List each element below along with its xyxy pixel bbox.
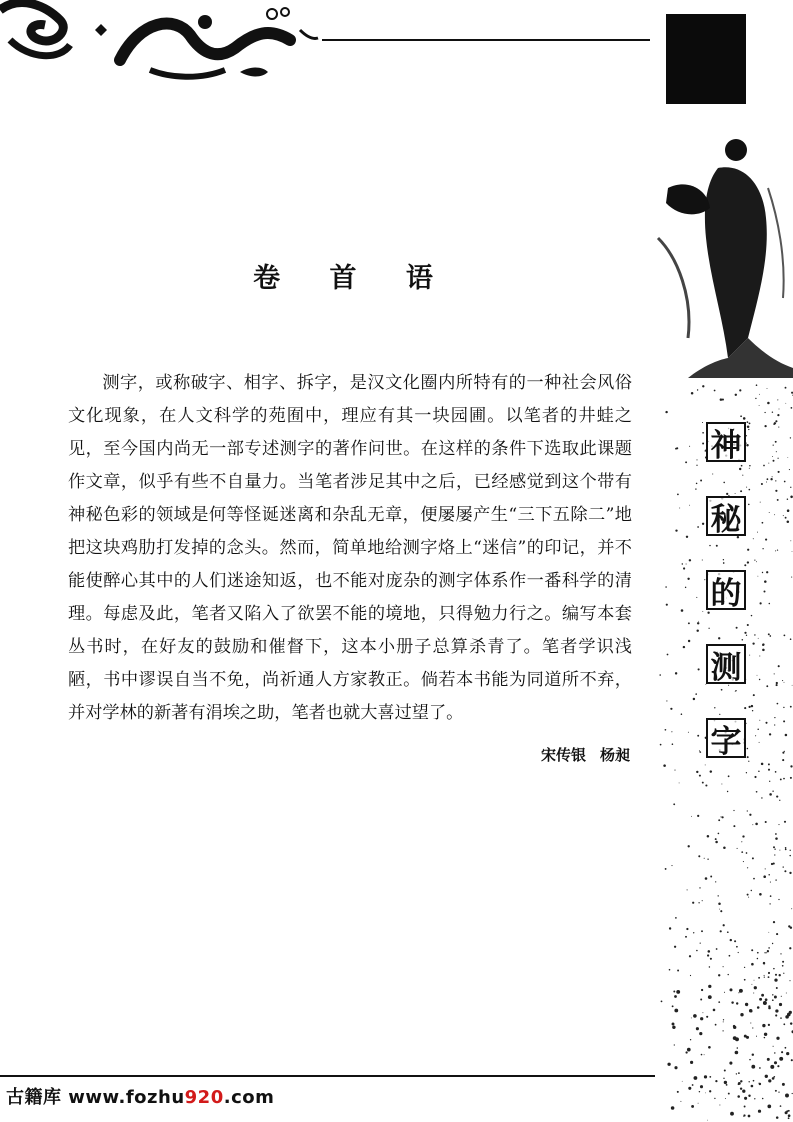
vertical-title-char: 神 (706, 422, 746, 462)
footer-site-number: 920 (184, 1087, 224, 1108)
scholar-figure-illustration (648, 128, 793, 378)
corner-block (666, 14, 746, 104)
vertical-title-char: 的 (706, 570, 746, 610)
footer-site-suffix: .com (223, 1087, 275, 1108)
footer-site-link[interactable] (6, 1083, 274, 1109)
author-name-2: 杨昶 (599, 746, 630, 764)
vertical-title-char: 秘 (706, 496, 746, 536)
page-title: 卷 首 语 (253, 263, 453, 294)
vertical-title-char: 字 (706, 718, 746, 758)
footer-site-prefix: 古籍库 www.fozhu (6, 1087, 185, 1108)
vertical-book-title (706, 422, 752, 792)
author-line (420, 744, 630, 765)
dragon-illustration (0, 0, 320, 86)
preface-paragraph: 测字，或称破字、相字、拆字，是汉文化圈内所特有的一种社会风俗文化现象，在人文科学的苑囿中，理应有其一块园圃。以笔者的井蛙之见，至今国内尚无一部专述测字的著作问世。在这样的条件下选取此课题作文章，似乎有些不自量力。当笔者涉足其中之后，已经感觉到这个带有神秘色彩的领域是何等怪诞迷离和杂乱无章，便屡屡产生“三下五除二”地把这块鸡肋打发掉的念头。然而，简单地给测字烙上“迷信”的印记，并不能使醉心其中的人们迷途知返，也不能对庞杂的测字体系作一番科学的清理。每虑及此，笔者又陷入了欲罢不能的境地，只得勉力行之。编写本套丛书时，在好友的鼓励和催督下，这本小册子总算杀青了。笔者学识浅陋，书中谬误自当不免，尚祈通人方家教正。倘若本书能为同道所不弃，并对学林的新著有涓埃之助，笔者也就大喜过望了。 (68, 373, 632, 723)
author-name-1: 宋传银 (540, 746, 586, 764)
vertical-title-char: 测 (706, 644, 746, 684)
header-rule (322, 39, 650, 41)
footer-rule (0, 1075, 655, 1077)
